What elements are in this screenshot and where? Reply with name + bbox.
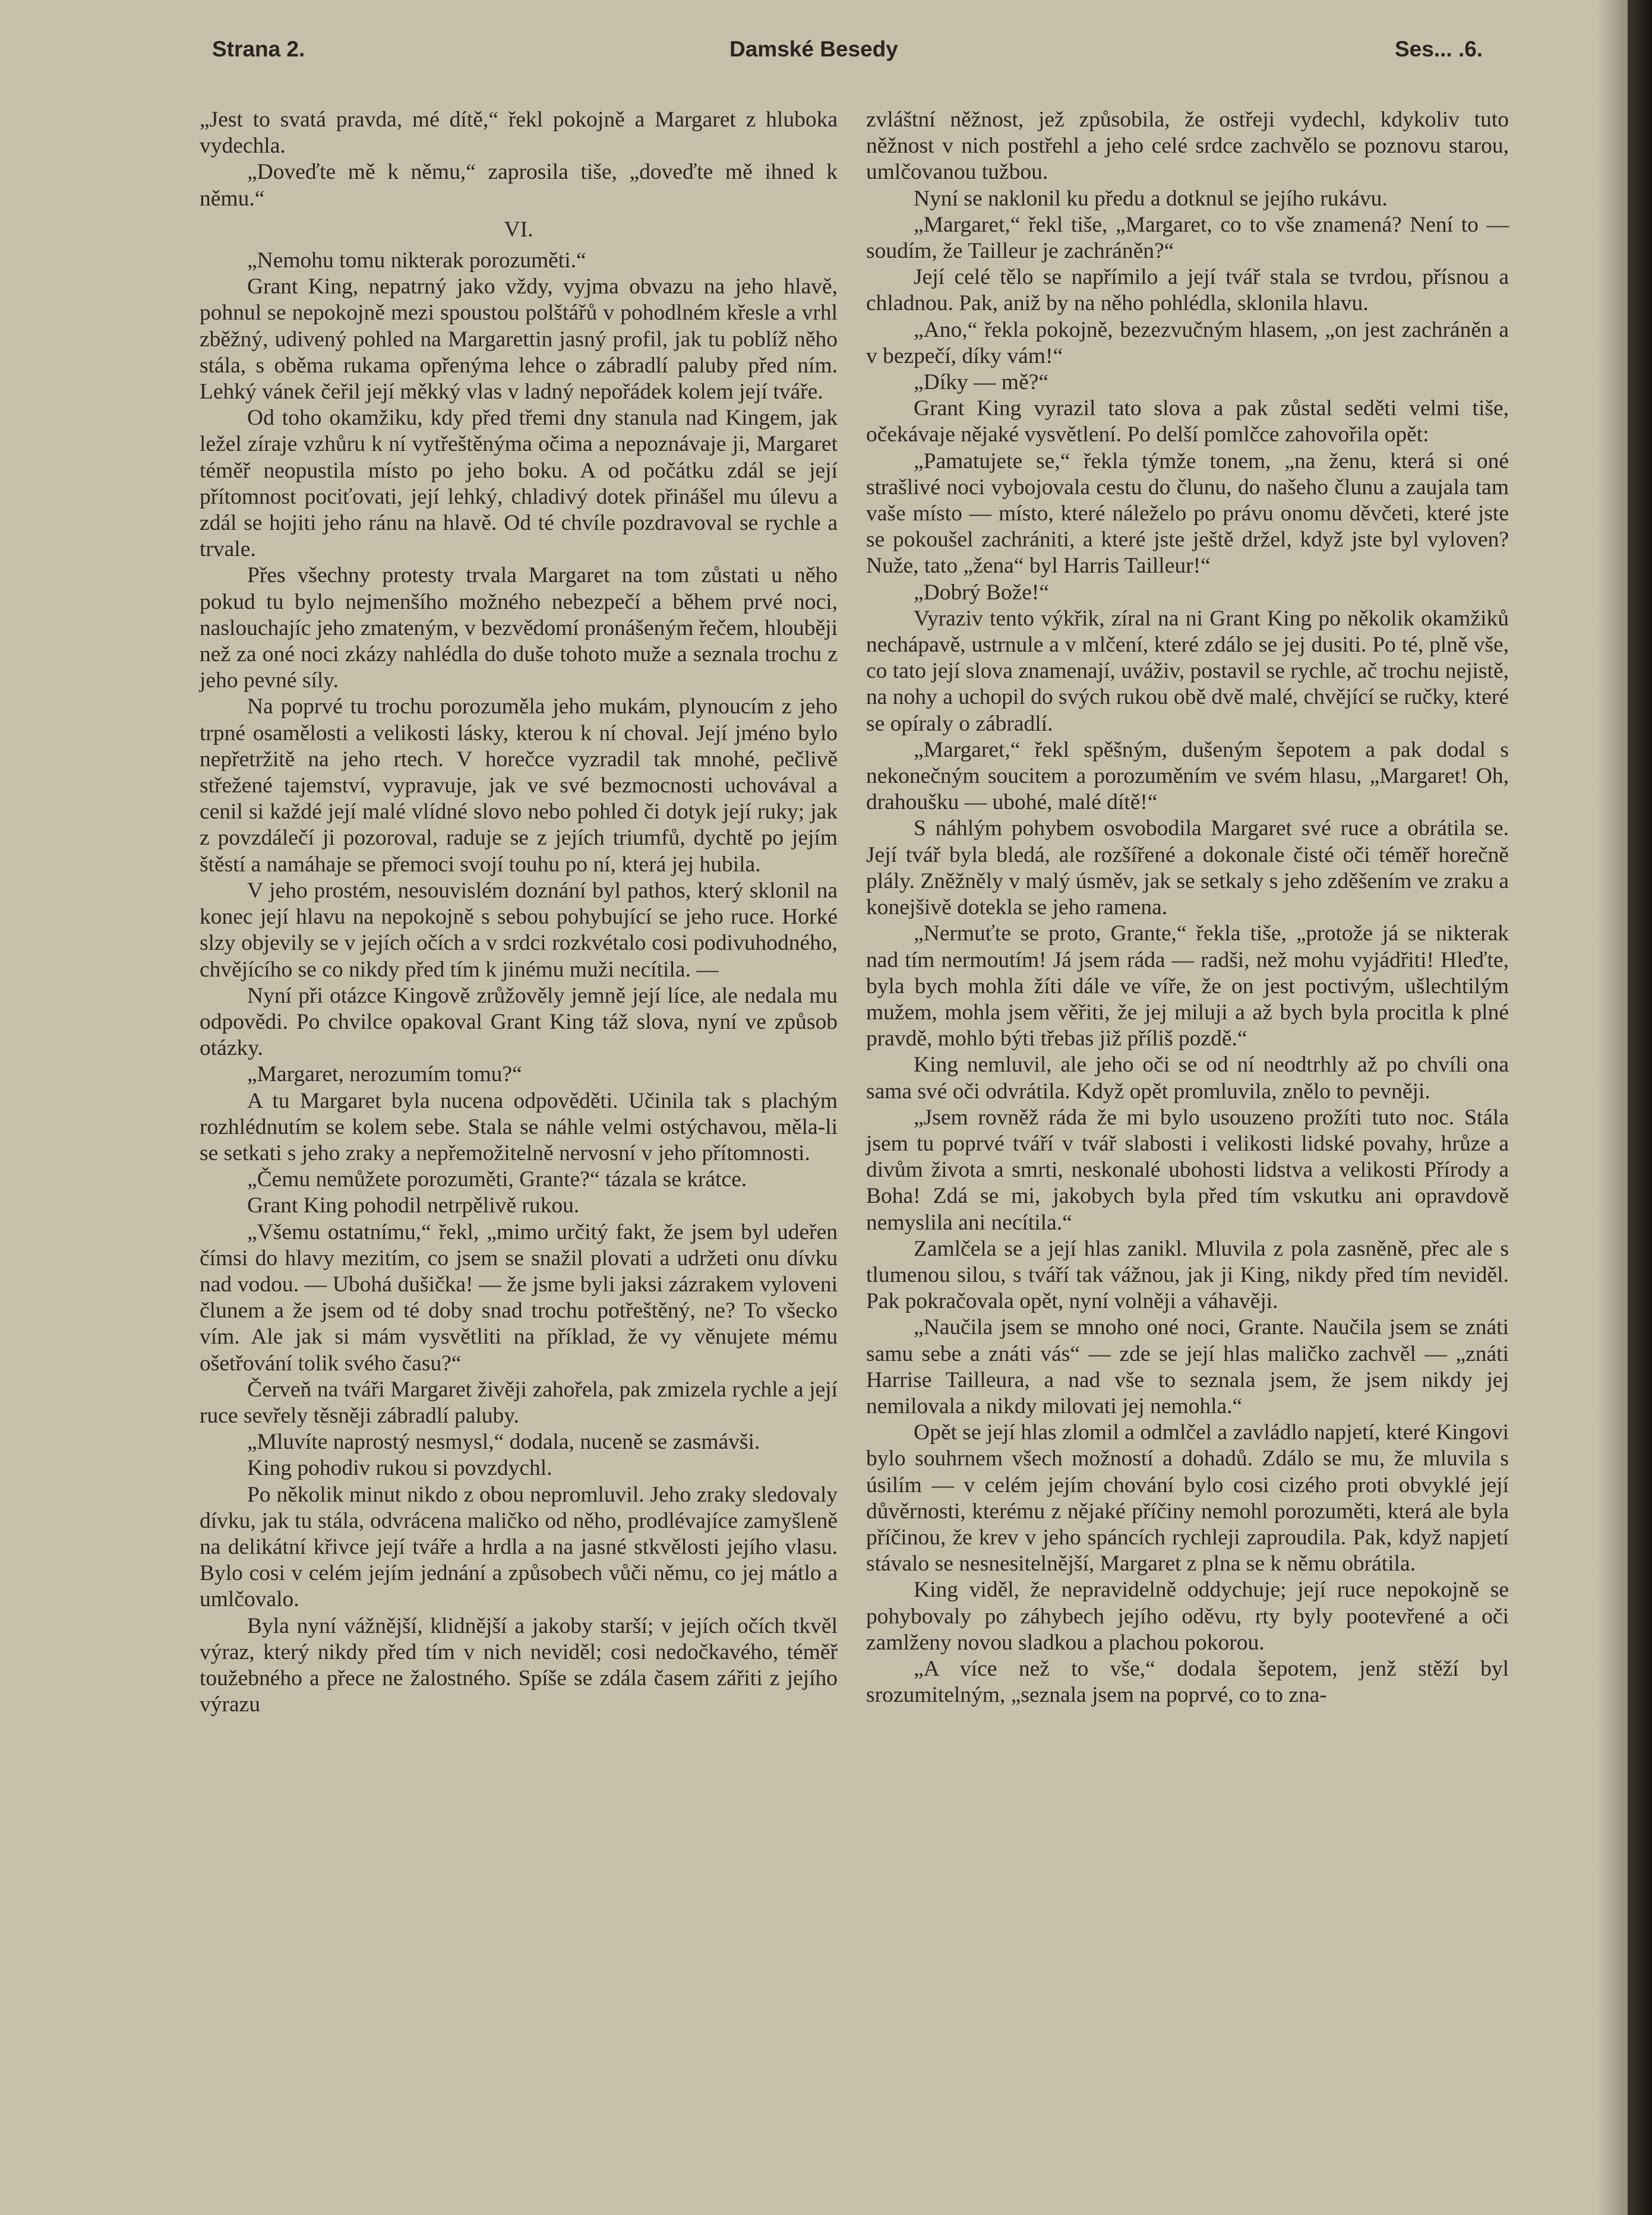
page-edge-shadow bbox=[1598, 0, 1628, 2215]
paragraph: Opět se její hlas zlomil a odmlčel a zavládlo napjetí, které Kingovi bylo souhrnem všech možností a dohadů. Zdálo se mu, že mluvila s úsilím — v celém jejím chování bylo cosi cizého proti obvyklé její důvěrnosti, kterému z nějaké příčiny nemohl porozuměti, která ale byla příčinou, že krev v jeho spáncích rychleji zaproudila. Pak, když napjetí stávalo se nesnesitelnější, Margaret z plna se k němu obrátila. bbox=[866, 1420, 1509, 1576]
paragraph: „Díky — mě?“ bbox=[914, 370, 1048, 395]
paragraph: Grant King vyrazil tato slova a pak zůstal seděti velmi tiše, očekávaje nějaké vysvětlení. Po delší pomlčce zahovořila opět: bbox=[866, 396, 1509, 447]
publication-title: Damské Besedy bbox=[729, 37, 898, 61]
paragraph: King nemluvil, ale jeho oči se od ní neodtrhly až po chvíli ona sama své oči odvrátila. Když opět promluvila, znělo to pevněji. bbox=[866, 1053, 1509, 1104]
paragraph: „Margaret,“ řekl spěšným, dušeným šepotem a pak dodal s nekonečným soucitem a porozuměním ve svém hlasu, „Margaret! Oh, drahoušku — ubohé, malé dítě!“ bbox=[866, 737, 1509, 815]
paragraph: Od toho okamžiku, kdy před třemi dny stanula nad Kingem, jak ležel zíraje vzhůru k ní vytřeštěnýma očima a nepoznávaje ji, Margaret téměř neopustila místo po jeho boku. A od počátku zdál se její přítomnost pociťovati, její lehký, chladivý dotek přinášel mu úlevu a zdál se hojiti jeho ránu na hlavě. Od té chvíle pozdravoval se rychle a trvale. bbox=[200, 406, 838, 562]
paragraph: Její celé tělo se napřímilo a její tvář stala se tvrdou, přísnou a chladnou. Pak, aniž by na něho pohlédla, sklonila hlavu. bbox=[866, 265, 1509, 316]
paragraph: Grant King, nepatrný jako vždy, vyjma obvazu na jeho hlavě, pohnul se nepokojně mezi spoustou polštářů v pohodlném křesle a vrhl zběžný, udivený pohled na Margarettin jasný profil, jak tu poblíž něho stála, s oběma rukama opřenýma lehce o zábradlí paluby před ním. Lehký vánek čeřil její měkký vlas v ladný nepořádek kolem její tváře. bbox=[200, 274, 838, 405]
paragraph: „A více než to vše,“ dodala šepotem, jenž stěží byl srozumitelným, „seznala jsem na poprvé, co to zna- bbox=[866, 1656, 1509, 1708]
paragraph: King pohodiv rukou si povzdychl. bbox=[247, 1456, 552, 1481]
paragraph: A tu Margaret byla nucena odpověděti. Učinila tak s plachým rozhlédnutím se kolem sebe. Stala se náhle velmi ostýchavou, měla-li se setkati s jeho zraky a nepřemožitelně nervosní v jeho přítomnosti. bbox=[200, 1088, 838, 1165]
paragraph: „Pamatujete se,“ řekla týmže tonem, „na ženu, která si oné strašlivé noci vybojovala cestu do člunu, do našeho člunu a zaujala tam vaše místo — místo, které náleželo po právu onomu děvčeti, které jste se pokoušel zachrániti, a které jste ještě držel, když jste byl vyloven? Nuže, tato „žena“ byl Harris Tailleur!“ bbox=[866, 448, 1509, 579]
paragraph: Na poprvé tu trochu porozuměla jeho mukám, plynoucím z jeho trpné osamělosti a velikosti lásky, kterou k ní choval. Její jméno bylo nepřetržitě na jeho rtech. V horečce vyzradil tak mnohé, pečlivě střežené tajemství, vypravuje, jak ve své bezmocnosti uchovával a cenil si každé její malé vlídné slovo nebo pohled či dotyk její ruky; jak z povzdálečí ji pozoroval, raduje se z jejích triumfů, dychtě po jejím štěstí a namáhaje se přemoci svojí touhu po ní, která jej hubila. bbox=[200, 694, 838, 877]
left-text-column bbox=[200, 107, 838, 1718]
paragraph: „Jest to svatá pravda, mé dítě,“ řekl pokojně a Margaret z hluboka vydechla. bbox=[200, 108, 838, 159]
paragraph: „Dobrý Bože!“ bbox=[914, 580, 1050, 605]
paragraph: „Nemohu tomu nikterak porozuměti.“ bbox=[247, 248, 586, 273]
paragraph: „Mluvíte naprostý nesmysl,“ dodala, nuceně se zasmávši. bbox=[247, 1430, 760, 1455]
paragraph: „Margaret,“ řekl tiše, „Margaret, co to vše znamená? Není to — soudím, že Tailleur je zachráněn?“ bbox=[866, 212, 1509, 264]
paragraph: „Čemu nemůžete porozuměti, Grante?“ tázala se krátce. bbox=[247, 1167, 747, 1192]
paragraph: V jeho prostém, nesouvislém doznání byl pathos, který sklonil na konec její hlavu na nepokojně s sebou pohybující se jeho ruce. Horké slzy objevily se v jejích očích a v srdci rozkvétalo cosi podivuhodného, chvějícího se co nikdy před tím k jinému muži necítila. — bbox=[200, 878, 838, 982]
binding-edge bbox=[1628, 0, 1652, 2215]
issue-number: Ses... .6. bbox=[1395, 37, 1483, 61]
right-text-column bbox=[866, 107, 1509, 1708]
paragraph: „Margaret, nerozumím tomu?“ bbox=[247, 1062, 522, 1087]
paragraph: S náhlým pohybem osvobodila Margaret své ruce a obrátila se. Její tvář byla bledá, ale rozšířené a dokonale čisté oči téměř horečně plály. Zněžněly v malý úsměv, jak se setkaly s jeho zděšením ve zraku a konejšivě dotekla se jeho ramena. bbox=[866, 816, 1509, 920]
paragraph: „Ano,“ řekla pokojně, bezezvučným hlasem, „on jest zachráněn a v bezpečí, díky vám!“ bbox=[866, 317, 1509, 368]
section-heading: VI. bbox=[504, 217, 533, 242]
paragraph: „Nermuťte se proto, Grante,“ řekla tiše, „protože já se nikterak nad tím nermoutím! Já jsem ráda — radši, než mohu vyjádřiti! Hleďte, byla bych mohla žíti dále ve víře, že on jest poctivým, ušlechtilým mužem, mohla jsem věřiti, že jej miluji a až bych byla procitla k plné pravdě, mohlo býti třebas již příliš pozdě.“ bbox=[866, 921, 1509, 1051]
paragraph: „Jsem rovněž ráda že mi bylo usouzeno prožíti tuto noc. Stála jsem tu poprvé tváří v tvář slabosti i velikosti lidské povahy, hrůze a divům života a smrti, neskonalé ubohosti lidstva a velikosti Přírody a Boha! Zdá se mi, jakobych byla před tím vskutku ani opravdově nemyslila ani necítila.“ bbox=[866, 1105, 1509, 1235]
paragraph: Vyraziv tento výkřik, zíral na ni Grant King po několik okamžiků nechápavě, ustrnule a v mlčení, které zdálo se jej dusiti. Po té, plně vše, co tato její slova znamenají, uváživ, postavil se rychle, ač trochu nejistě, na nohy a uchopil do svých rukou obě dvě malé, chvějící se ručky, které se opíraly o zábradlí. bbox=[866, 606, 1509, 736]
paragraph: „Naučila jsem se mnoho oné noci, Grante. Naučila jsem se znáti samu sebe a znáti vás“ — zde se její hlas maličko zachvěl — „znáti Harrise Tailleura, a nad vše to seznala jsem, že jsem nikdy jej nemilovala a nikdy milovati jej nemohla.“ bbox=[866, 1315, 1509, 1418]
paragraph: Grant King pohodil netrpělivě rukou. bbox=[247, 1193, 580, 1218]
paragraph: Nyní při otázce Kingově zrůžověly jemně její líce, ale nedala mu odpovědi. Po chvilce opakoval Grant King táž slova, nyní ve způsob otázky. bbox=[200, 983, 838, 1061]
paragraph: Po několik minut nikdo z obou nepromluvil. Jeho zraky sledovaly dívku, jak tu stála, odvrácena maličko od něho, prodlévajíce zamyšleně na delikátní křivce její tváře a hrdla a na jasné stkvělosti jejího vlasu. Bylo cosi v celém jejím jednání a způsobech vůči němu, co jej mátlo a umlčovalo. bbox=[200, 1482, 838, 1612]
paragraph: zvláštní něžnost, jež způsobila, že ostřeji vydechl, kdykoliv tuto něžnost v nich postřehl a jeho celé srdce zachvělo se poznovu starou, umlčovanou tužbou. bbox=[866, 108, 1509, 185]
page-header bbox=[0, 37, 1628, 78]
paragraph: „Všemu ostatnímu,“ řekl, „mimo určitý fakt, že jsem byl udeřen čímsi do hlavy mezitím, co jsem se snažil plovati a udržeti onu dívku nad vodou. — Ubohá dušička! — že jsme byli jaksi zázrakem vyloveni člunem a že jsem od té doby snad trochu potřeštěný, ne? To všecko vím. Ale jak si mám vysvětliti na příklad, že vy věnujete mému ošetřování tolik svého času?“ bbox=[200, 1219, 838, 1376]
paragraph: Byla nyní vážnější, klidnější a jakoby starší; v jejích očích tkvěl výraz, který nikdy před tím v nich neviděl; cosi nedočkavého, téměř toužebného a přece ne žalostného. Spíše se zdála časem zářiti z jejího výrazu bbox=[200, 1613, 838, 1717]
paragraph: „Doveďte mě k němu,“ zaprosila tiše, „doveďte mě ihned k němu.“ bbox=[200, 160, 838, 211]
page-number: Strana 2. bbox=[212, 37, 305, 61]
paragraph: Zamlčela se a její hlas zanikl. Mluvila z pola zasněně, přec ale s tlumenou silou, s tváří tak vážnou, jak ji King, nikdy před tím neviděl. Pak pokračovala opět, nyní volněji a váhavěji. bbox=[866, 1236, 1509, 1314]
paragraph: King viděl, že nepravidelně oddychuje; její ruce nepokojně se pohybovaly po záhybech jejího oděvu, rty byly pootevřené a oči zamlženy novou sladkou a plachou pokorou. bbox=[866, 1578, 1509, 1655]
paragraph: Červeň na tváři Margaret živěji zahořela, pak zmizela rychle a její ruce sevřely těsněji zábradlí paluby. bbox=[200, 1377, 838, 1428]
paragraph: Nyní se naklonil ku předu a dotknul se jejího rukávu. bbox=[914, 186, 1388, 211]
paragraph: Přes všechny protesty trvala Margaret na tom zůstati u něho pokud tu bylo nejmenšího možného nebezpečí a během prvé noci, naslouchajíc jeho zmateným, v bezvědomí pronášeným řečem, hlouběji než za oné noci zkázy nahlédla do duše tohoto muže a seznala trochu z jeho pevné síly. bbox=[200, 563, 838, 693]
